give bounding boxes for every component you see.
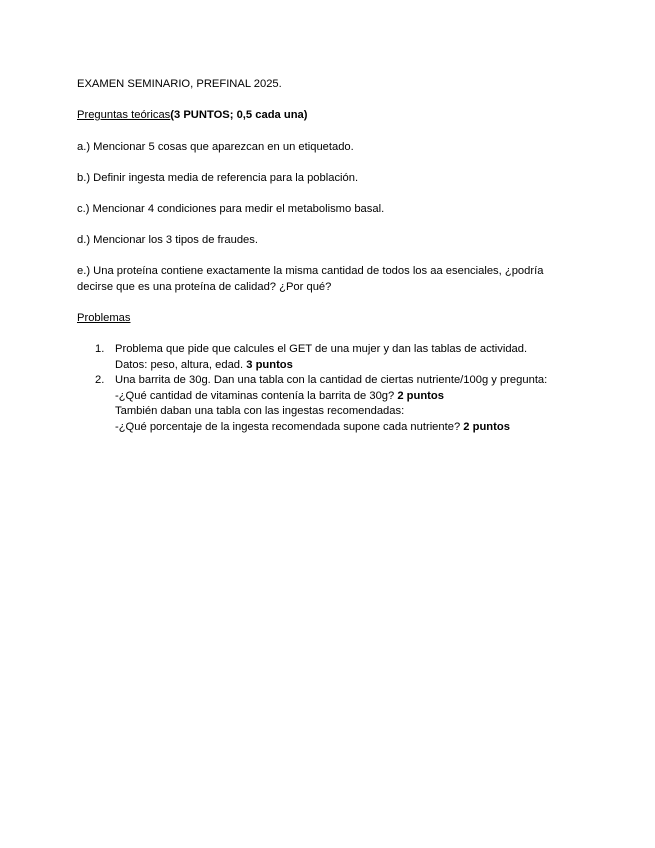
theory-section-heading bbox=[77, 108, 577, 124]
question-a: a.) Mencionar 5 cosas que aparezcan en un etiquetado. bbox=[77, 141, 354, 153]
problems-heading: Problemas bbox=[77, 312, 131, 324]
problem-2-line-4 bbox=[115, 420, 585, 436]
problem-2-question-1-text: -¿Qué cantidad de vitaminas contenía la barrita de 30g? bbox=[115, 390, 398, 402]
problem-2-question-2-text: -¿Qué porcentaje de la ingesta recomendada supone cada nutriente? bbox=[115, 421, 464, 433]
theory-heading: Preguntas teóricas bbox=[77, 109, 171, 121]
question-e-line-1: e.) Una proteína contiene exactamente la misma cantidad de todos los aa esenciales, ¿podría bbox=[77, 265, 544, 277]
problem-1-data-text: Datos: peso, altura, edad. bbox=[115, 359, 247, 371]
question-b: b.) Definir ingesta media de referencia para la población. bbox=[77, 172, 359, 184]
theory-points: (3 PUNTOS; 0,5 cada una) bbox=[170, 109, 308, 121]
problem-2-line-3: También daban una tabla con las ingestas recomendadas: bbox=[115, 405, 405, 417]
problem-2-line-2 bbox=[115, 389, 585, 405]
exam-title: EXAMEN SEMINARIO, PREFINAL 2025. bbox=[77, 78, 282, 90]
problem-2-line-1: Una barrita de 30g. Dan una tabla con la cantidad de ciertas nutriente/100g y pregunta: bbox=[115, 374, 548, 386]
question-d: d.) Mencionar los 3 tipos de fraudes. bbox=[77, 234, 258, 246]
problem-1-line-2 bbox=[115, 358, 585, 374]
problem-2-question-1-points: 2 puntos bbox=[397, 390, 444, 402]
problem-2-question-2-points: 2 puntos bbox=[463, 421, 510, 433]
question-e-line-2: decirse que es una proteína de calidad? ¿Por qué? bbox=[77, 281, 332, 293]
problem-1-line-1: Problema que pide que calcules el GET de una mujer y dan las tablas de actividad. bbox=[115, 343, 528, 355]
problem-2-number: 2. bbox=[95, 374, 105, 386]
question-c: c.) Mencionar 4 condiciones para medir el metabolismo basal. bbox=[77, 203, 385, 215]
problem-1-number: 1. bbox=[95, 343, 105, 355]
problem-1-points: 3 puntos bbox=[246, 359, 293, 371]
